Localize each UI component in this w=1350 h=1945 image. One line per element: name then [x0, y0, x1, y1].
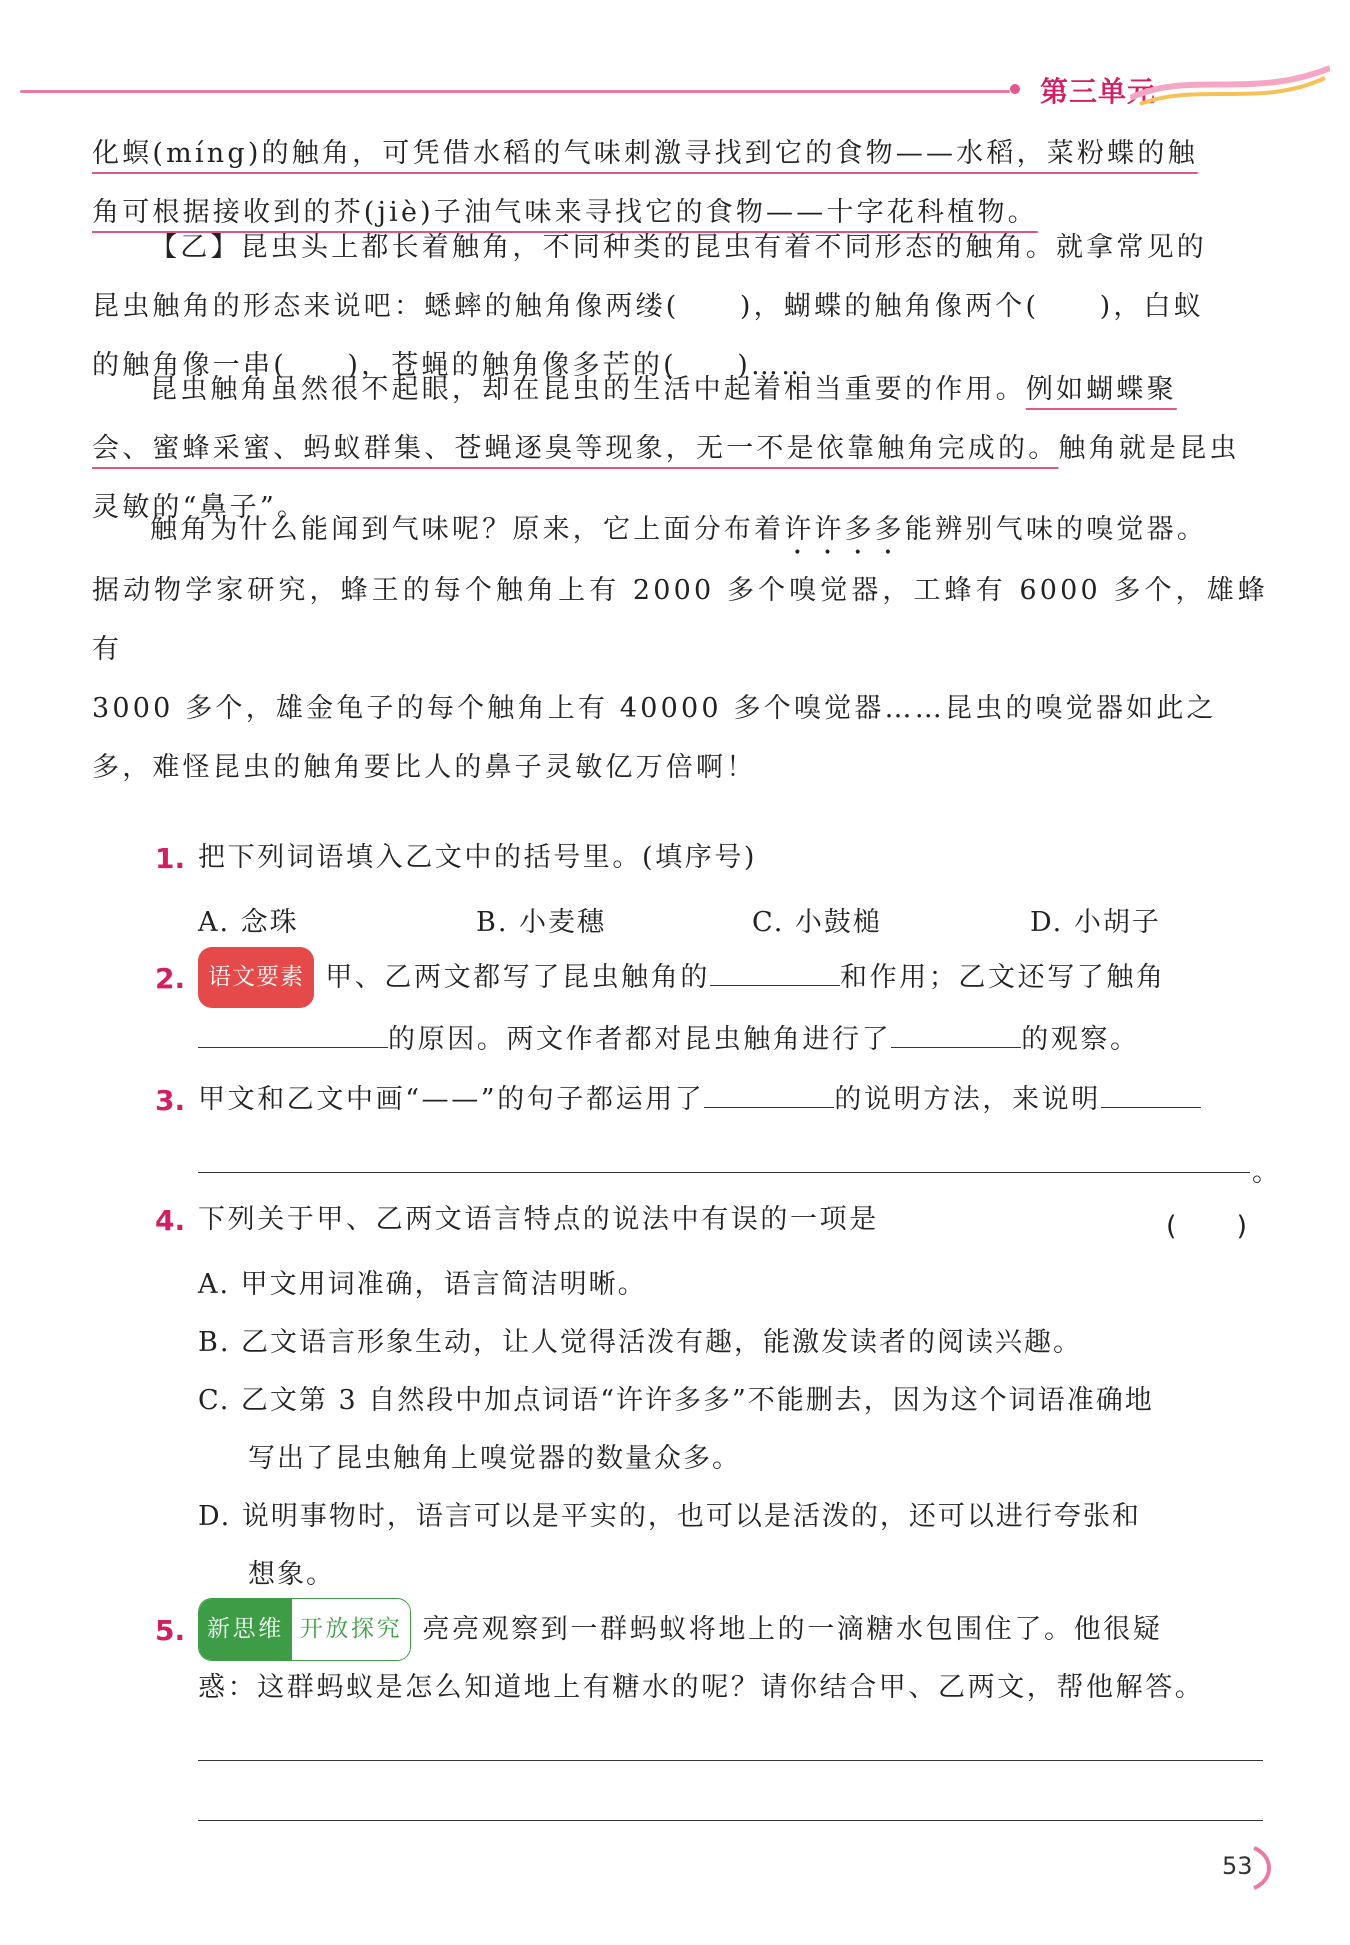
- q2-line-2: [198, 1010, 1140, 1069]
- q5-answer-line-1[interactable]: [198, 1760, 1263, 1761]
- badge-kaifang-tanjiu: 开放探究: [292, 1599, 410, 1660]
- q4-option-c-line1: C. 乙文第 3 自然段中加点词语“许许多多”不能删去，因为这个词语准确地: [198, 1385, 1154, 1416]
- q4-option-d-line2: 想象。: [248, 1559, 335, 1590]
- p2-line-b: 昆虫触角的形态来说吧：蟋蟀的触角像两缕( )，蝴蝶的触角像两个( )，白蚁: [92, 291, 1204, 322]
- q5-text-2: 惑：这群蚂蚁是怎么知道地上有糖水的呢？请你结合甲、乙两文，帮他解答。: [198, 1672, 1205, 1703]
- q1-option-b: B. 小麦穗: [476, 907, 607, 938]
- p4-text-d: 3000 多个，雄金龟子的每个触角上有 40000 多个嗅觉器……昆虫的嗅觉器如此之: [92, 693, 1217, 724]
- p3-text-a: 昆虫触角虽然很不起眼，却在昆虫的生活中起着相当重要的作用。: [150, 374, 1026, 405]
- yuwen-yaosu-badge: 语文要素: [198, 947, 314, 1008]
- page-number: 53: [1222, 1852, 1253, 1880]
- passage-paragraph-4: [92, 500, 1268, 797]
- xinsiwei-badge: [198, 1598, 411, 1661]
- q2-text-3: 的原因。两文作者都对昆虫触角进行了: [388, 1024, 892, 1055]
- p2-line-a: 【乙】昆虫头上都长着触角，不同种类的昆虫有着不同形态的触角。就拿常见的: [150, 232, 1207, 263]
- q2-blank-1[interactable]: [710, 957, 840, 986]
- p4-text-b: 能辨别气味的嗅觉器。: [905, 514, 1208, 545]
- q4-option-a: A. 甲文用词准确，语言简洁明晰。: [198, 1269, 647, 1300]
- p4-text-e: 多，难怪昆虫的触角要比人的鼻子灵敏亿万倍啊！: [92, 752, 757, 783]
- q2-line-1: [198, 948, 1166, 1010]
- q3-text-2: 的说明方法，来说明: [834, 1084, 1101, 1115]
- p4-text-c: 据动物学家研究，蜂王的每个触角上有 2000 多个嗅觉器，工蜂有 6000 多个，雄蜂有: [92, 575, 1268, 665]
- q3-line-1: [198, 1070, 1201, 1129]
- q2-blank-2[interactable]: [198, 1019, 388, 1048]
- q4-number: 4.: [155, 1204, 186, 1237]
- p4-text-a: 触角为什么能闻到气味呢？原来，它上面分布着: [150, 514, 785, 545]
- q5-answer-line-2[interactable]: [198, 1820, 1263, 1821]
- q2-text-4: 的观察。: [1021, 1024, 1140, 1055]
- q3-text-1: 甲文和乙文中画“——”的句子都运用了: [198, 1084, 705, 1115]
- q2-text-2: 和作用；乙文还写了触角: [840, 962, 1166, 993]
- q5-line-1: [198, 1600, 1162, 1663]
- q4-option-c-line2: 写出了昆虫触角上嗅觉器的数量众多。: [248, 1443, 741, 1474]
- p3-text-e: 灵敏的“鼻子”。: [92, 492, 308, 523]
- q1-option-d: D. 小胡子: [1030, 907, 1161, 938]
- q3-answer-line[interactable]: [198, 1172, 1250, 1173]
- header-dot: [1010, 84, 1020, 94]
- underlined-sentence-2b: 会、蜜蜂采蜜、蚂蚁群集、苍蝇逐臭等现象，无一不是依靠触角完成的。: [92, 433, 1059, 464]
- unit-label: 第三单元: [1040, 75, 1157, 108]
- underlined-sentence-1a: 化螟(míng)的触角，可凭借水稻的气味刺激寻找到它的食物——水稻，菜粉蝶的触: [92, 138, 1198, 169]
- dotted-word: 许许多多: [784, 514, 906, 545]
- underlined-sentence-2a: 例如蝴蝶聚: [1025, 374, 1177, 405]
- header-rule: [20, 90, 1010, 93]
- q2-text-1: 甲、乙两文都写了昆虫触角的: [325, 962, 710, 993]
- q4-answer-paren[interactable]: ( ): [1166, 1211, 1250, 1242]
- q1-number: 1.: [155, 842, 186, 875]
- q4-option-b: B. 乙文语言形象生动，让人觉得活泼有趣，能激发读者的阅读兴趣。: [198, 1327, 1083, 1358]
- q3-blank-1[interactable]: [704, 1079, 834, 1108]
- q3-number: 3.: [155, 1084, 186, 1117]
- q4-option-d-line1: D. 说明事物时，语言可以是平实的，也可以是活泼的，还可以进行夸张和: [198, 1501, 1141, 1532]
- page-number-arc-icon: [1250, 1842, 1280, 1892]
- q1-text: 把下列词语填入乙文中的括号里。(填序号): [198, 842, 758, 873]
- q1-option-a: A. 念珠: [198, 907, 299, 938]
- q2-number: 2.: [155, 962, 186, 995]
- badge-xinsiwei: 新思维: [199, 1599, 292, 1660]
- q3-blank-2[interactable]: [1101, 1079, 1201, 1108]
- p2-line-c: 的触角像一串( )，苍蝇的触角像多芒的( )……: [92, 350, 812, 381]
- p3-text-d: 触角就是昆虫: [1058, 433, 1240, 464]
- q3-end-mark: 。: [1252, 1157, 1281, 1188]
- q2-blank-3[interactable]: [891, 1019, 1021, 1048]
- q1-option-c: C. 小鼓槌: [752, 907, 882, 938]
- q5-text-1: 亮亮观察到一群蚂蚁将地上的一滴糖水包围住了。他很疑: [422, 1614, 1163, 1645]
- q4-text: 下列关于甲、乙两文语言特点的说法中有误的一项是: [198, 1204, 879, 1235]
- underlined-sentence-1b: 角可根据接收到的芥(jiè)子油气味来寻找它的食物——十字花科植物。: [92, 197, 1038, 228]
- q5-number: 5.: [155, 1614, 186, 1647]
- header-swoosh-icon: [1130, 60, 1330, 110]
